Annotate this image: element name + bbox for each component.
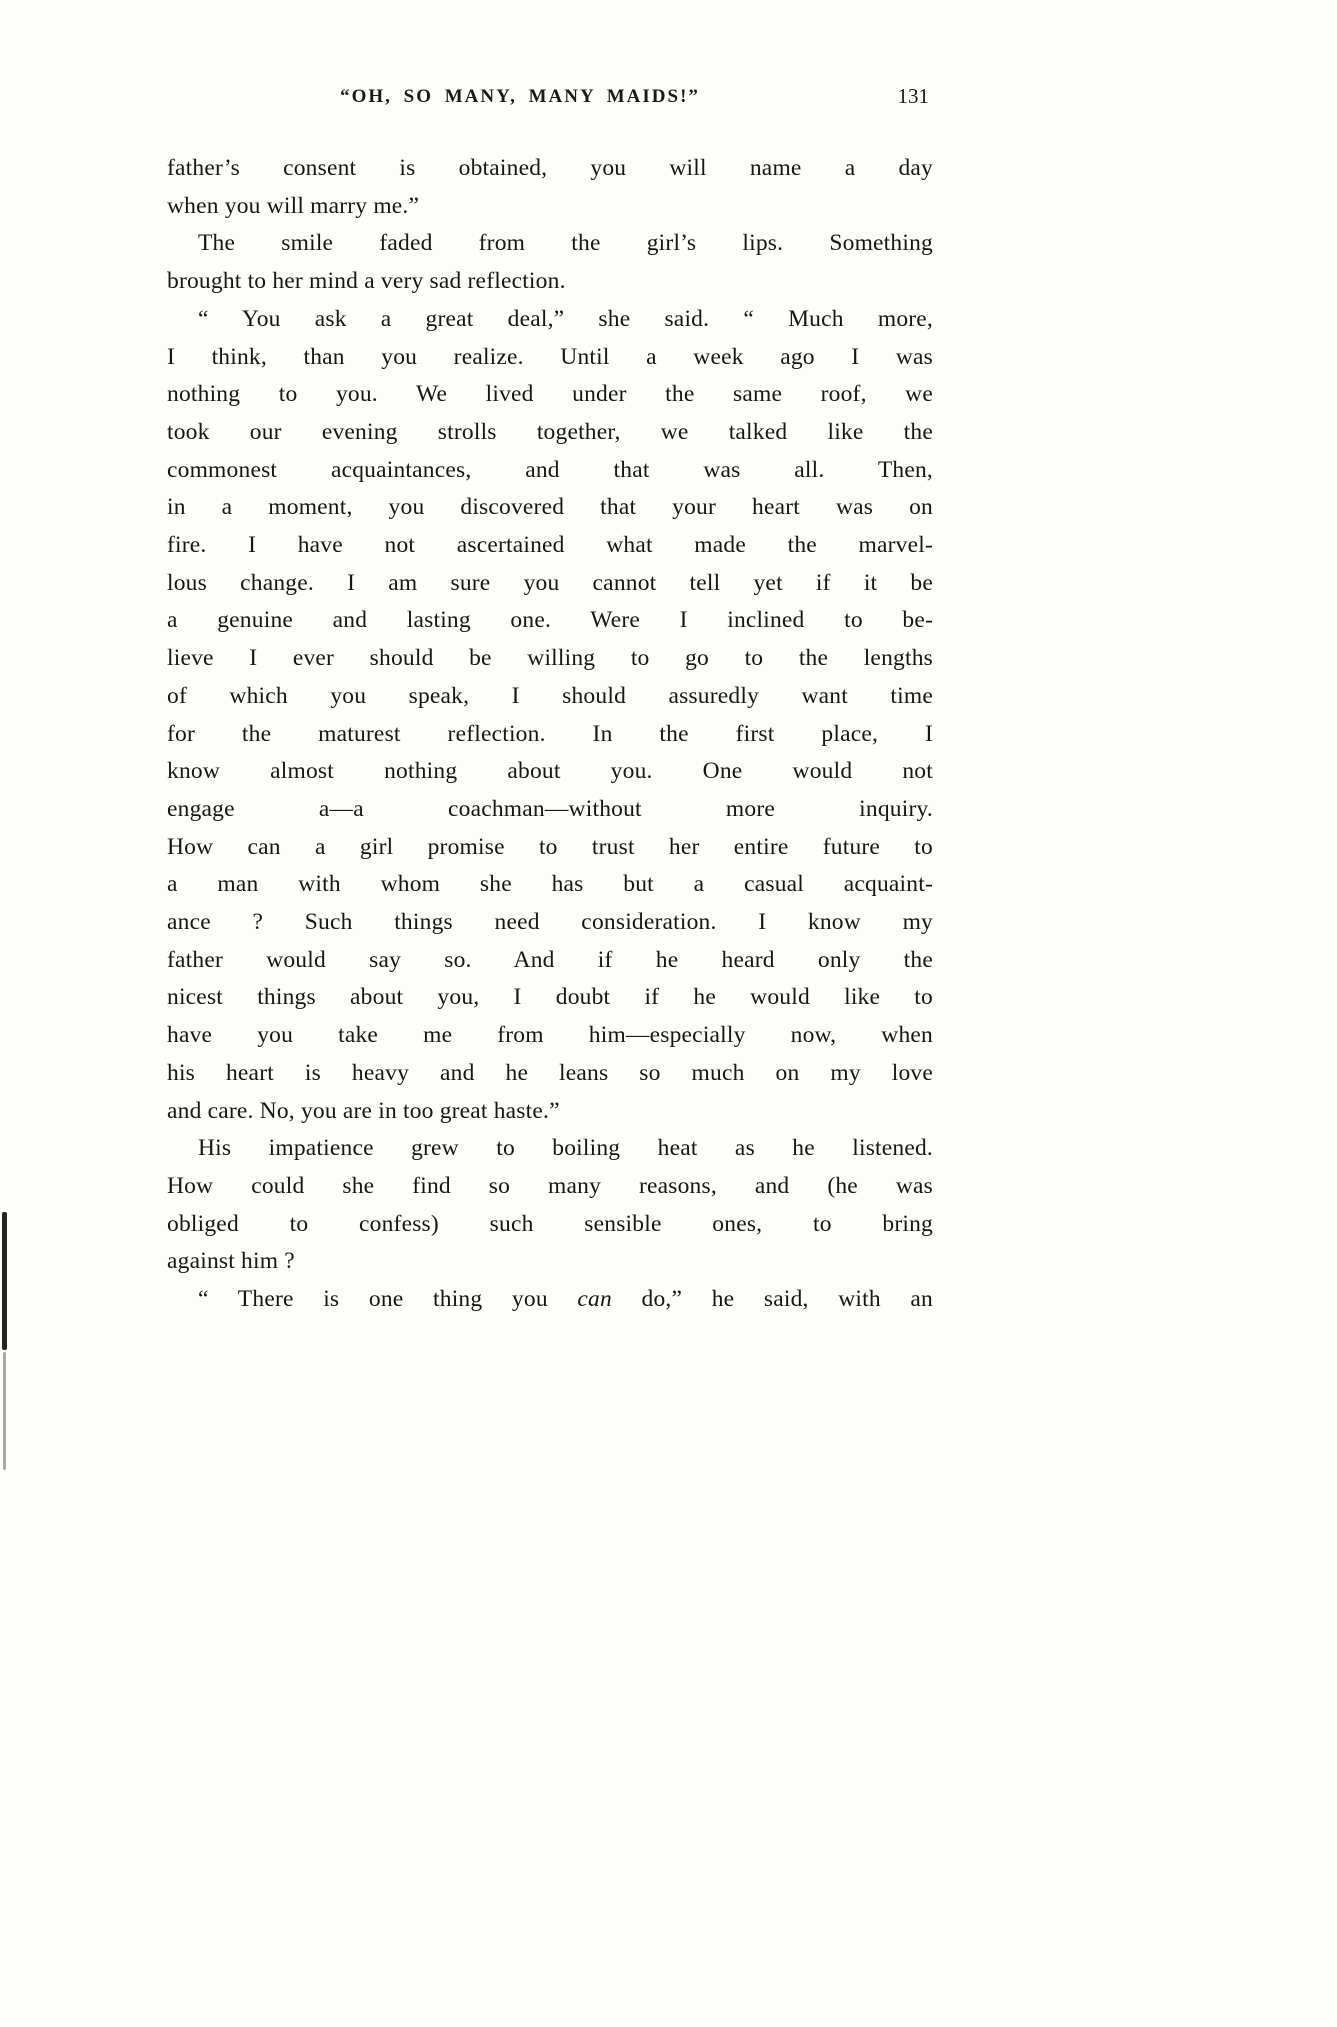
text-line: in a moment, you discovered that your heart was on	[167, 494, 933, 521]
text-line: How can a girl promise to trust her entire future to	[167, 833, 933, 860]
text-line: engage a—a coachman—without more inquiry.	[167, 795, 933, 822]
text-line: nicest things about you, I doubt if he would like to	[167, 984, 933, 1011]
page-number: 131	[897, 84, 929, 108]
text-line: obliged to confess) such sensible ones, to bring	[167, 1210, 933, 1237]
text-line: a man with whom she has but a casual acquaint-	[167, 871, 933, 898]
text-line: father’s consent is obtained, you will name a day	[167, 155, 933, 181]
text-line: fire. I have not ascertained what made the marvel-	[167, 532, 933, 559]
text-line: nothing to you. We lived under the same roof, we	[167, 381, 933, 408]
text-line: commonest acquaintances, and that was all. Then,	[167, 456, 933, 483]
text-line: father would say so. And if he heard only the	[167, 946, 933, 973]
text-line: and care. No, you are in too great haste.”	[167, 1097, 560, 1124]
text-line: against him ?	[167, 1248, 295, 1275]
text-line: when you will marry me.”	[167, 192, 420, 219]
text-line: for the maturest reflection. In the first place, I	[167, 720, 933, 747]
text-line: “ You ask a great deal,” she said. “ Much more,	[198, 305, 933, 332]
text-line: ance ? Such things need consideration. I know my	[167, 909, 933, 936]
running-header	[167, 84, 933, 116]
text-line: His impatience grew to boiling heat as he listened.	[198, 1135, 933, 1162]
text-line	[167, 1281, 933, 1319]
text-line: I think, than you realize. Until a week ago I was	[167, 343, 933, 370]
text-line: The smile faded from the girl’s lips. Something	[198, 230, 933, 257]
text-line: lous change. I am sure you cannot tell yet if it be	[167, 569, 933, 596]
paragraph	[167, 1281, 933, 1319]
text-line: How could she find so many reasons, and (he was	[167, 1172, 933, 1199]
paragraph	[167, 150, 933, 225]
text-line: brought to her mind a very sad reflection.	[167, 268, 566, 295]
paragraph	[167, 225, 933, 300]
scan-artifact	[2, 1212, 7, 1350]
text-line: of which you speak, I should assuredly want time	[167, 682, 933, 709]
italic-text: can	[577, 1286, 612, 1313]
text-segment: do,” he said, with an	[611, 1286, 933, 1313]
paragraph	[167, 1130, 933, 1281]
text-line: know almost nothing about you. One would not	[167, 758, 933, 785]
text-line: have you take me from him—especially now, when	[167, 1022, 933, 1049]
text-line: took our evening strolls together, we talked like the	[167, 418, 933, 445]
scan-artifact	[3, 1352, 6, 1470]
text-block	[167, 150, 933, 1319]
text-line: a genuine and lasting one. Were I inclined to be-	[167, 607, 933, 634]
text-line: lieve I ever should be willing to go to the lengths	[167, 645, 933, 672]
text-line: his heart is heavy and he leans so much on my love	[167, 1059, 933, 1086]
running-header-title: “OH, SO MANY, MANY MAIDS!”	[340, 86, 700, 107]
text-segment: “ There is one thing you	[198, 1286, 578, 1313]
paragraph	[167, 301, 933, 1130]
